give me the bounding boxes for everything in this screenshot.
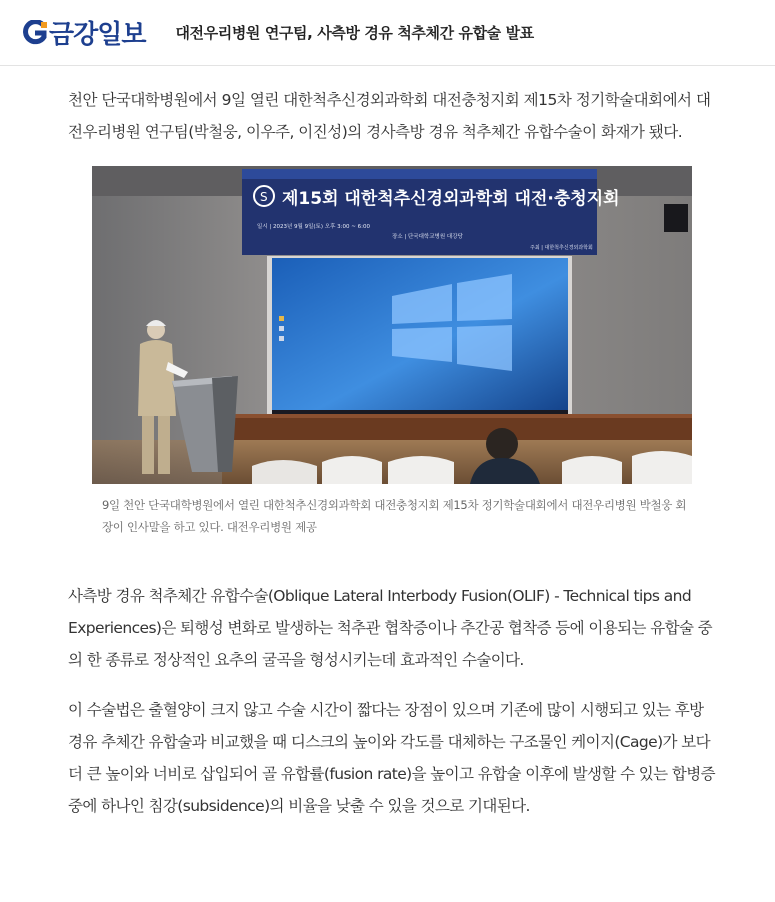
banner-logo-mark: S	[260, 190, 268, 204]
banner-host: 주최 | 대한척추신경외과학회	[530, 245, 593, 251]
banner-place: 장소 | 단국대학교병원 대강당	[392, 234, 463, 240]
article-headline: 대전우리병원 연구팀, 사측방 경유 척추체간 유합술 발표	[175, 24, 534, 42]
logo-g-icon	[22, 20, 48, 46]
banner-date: 일시 | 2023년 9월 9일(토) 오후 3:00 ~ 6:00	[257, 224, 370, 230]
photo-caption: 9일 천안 단국대학병원에서 열린 대한척추신경외과학회 대전충청지회 제15차 정기학술대회에서 대전우리병원 박철웅 회장이 인사말을 하고 있다. 대전우리병원 제공	[102, 498, 687, 534]
conference-photo-illustration	[92, 166, 692, 484]
site-header	[0, 0, 775, 66]
article-paragraph: 이 수술법은 출혈양이 크지 않고 수술 시간이 짧다는 장점이 있으며 기존에 많이 시행되고 있는 후방 경유 추체간 유합술과 비교했을 때 디스크의 높이와 각도를 대체하는 구조물인 케이지(Cage)가 보다 더 큰 높이와 너비로 삽입되어 골 유합률(fusion rate)을 높이고 유합술 이후에 발생할 수 있는 합병증 중에 하나인 침강(subsidence)의 비율을 낮출 수 있을 것으로 기대된다.	[68, 701, 715, 815]
audience-head	[486, 428, 518, 460]
site-logo[interactable]	[22, 14, 145, 51]
logo-text: 금강일보	[49, 20, 146, 50]
banner-title: 제15회 대한척추신경외과학회 대전·충청지회	[282, 189, 620, 209]
article-lead: 천안 단국대학병원에서 9일 열린 대한척추신경외과학회 대전충청지회 제15차 정기학술대회에서 대전우리병원 연구팀(박철웅, 이우주, 이진성)의 경사측방 경유 척추체간 유합수술이 화재가 됐다.	[68, 91, 711, 141]
article-body	[0, 66, 775, 822]
banner	[242, 169, 597, 255]
article-figure	[92, 166, 692, 538]
article-paragraph: 사측방 경유 척추체간 유합수술(Oblique Lateral Interbody Fusion(OLIF) - Technical tips and Experiences)은 퇴행성 변화로 발생하는 척추관 협착증이나 추간공 협착증 등에 이용되는 유합술 중의 한 종류로 정상적인 요추의 굴곡을 형성시키는데 효과적인 수술이다.	[68, 587, 713, 669]
speaker-jacket	[138, 340, 176, 416]
article-photo	[92, 166, 692, 484]
